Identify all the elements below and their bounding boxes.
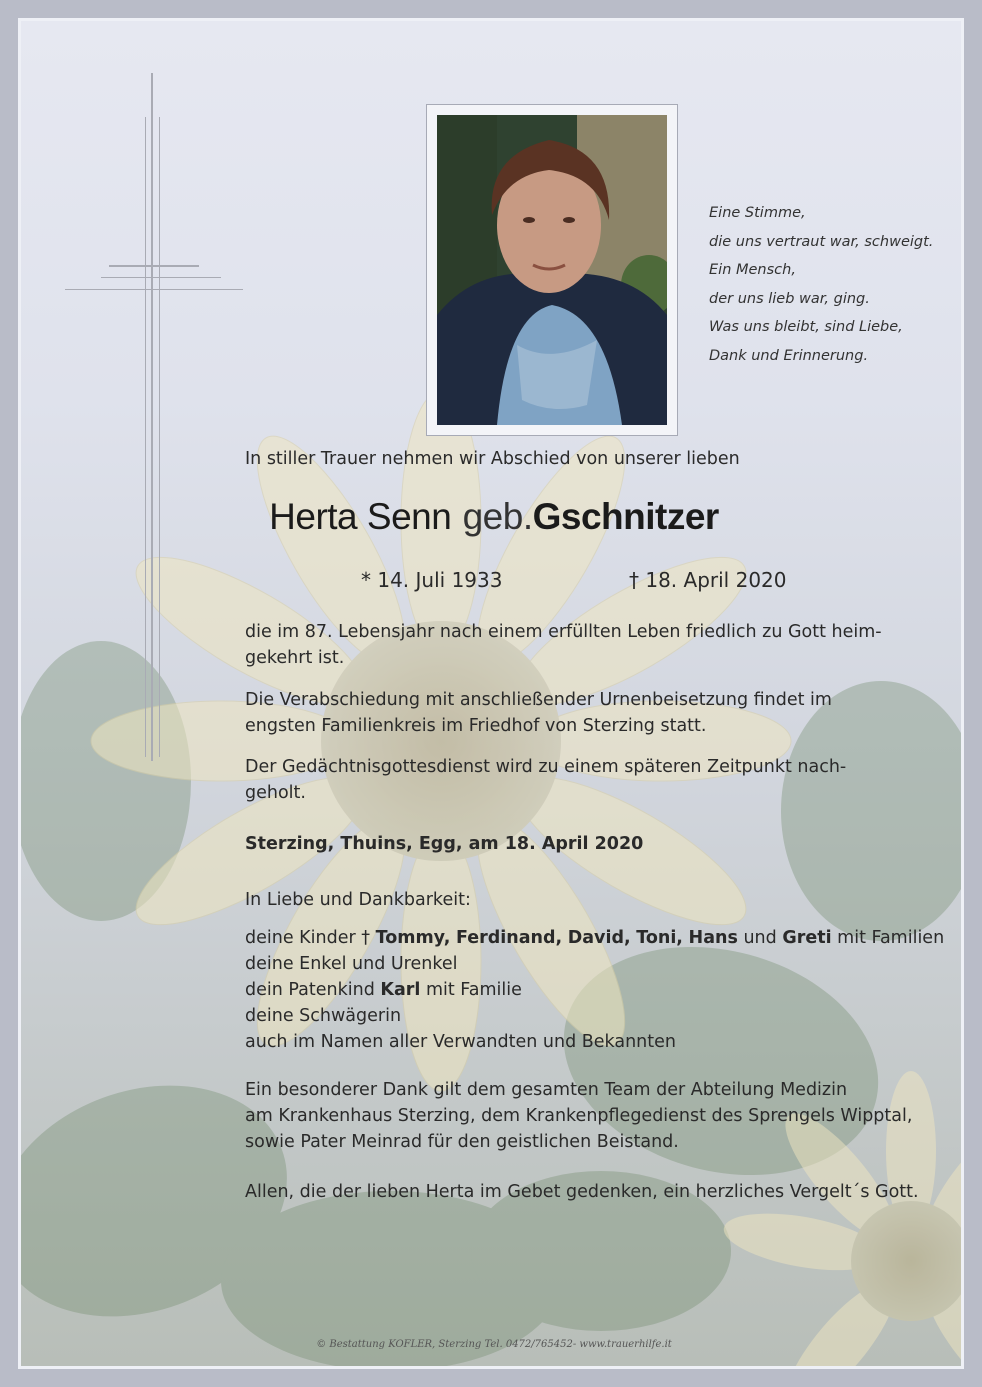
death-symbol: † <box>629 568 639 592</box>
portrait-photo <box>437 115 667 425</box>
death-value: 18. April 2020 <box>645 568 787 592</box>
relatives: auch im Namen aller Verwandten und Bekannten <box>245 1032 676 1052</box>
child-name: Toni, <box>636 928 683 948</box>
closing-line: Allen, die der lieben Herta im Gebet gedenken, ein herzliches Vergelt´s Gott. <box>245 1182 919 1202</box>
poem-line: Dank und Erinnerung. <box>709 347 869 364</box>
child-name: Tommy, <box>375 928 451 948</box>
thanks-paragraph <box>245 1077 912 1155</box>
text-line: sowie Pater Meinrad für den geistlichen Beistand. <box>245 1132 679 1152</box>
family-list <box>245 925 944 1055</box>
text-line: geholt. <box>245 783 306 803</box>
maiden-name: Gschnitzer <box>532 496 719 537</box>
place-date: Sterzing, Thuins, Egg, am 18. April 2020 <box>245 834 644 854</box>
child-name: Greti <box>782 928 832 948</box>
birth-date <box>361 568 502 592</box>
text-line: Ein besonderer Dank gilt dem gesamten Team der Abteilung Medizin <box>245 1080 848 1100</box>
deceased-name <box>21 495 964 538</box>
poem-line: Eine Stimme, <box>709 205 806 221</box>
cross-symbol: † <box>361 928 370 948</box>
godchild-prefix: dein Patenkind <box>245 980 375 1000</box>
poem-line: der uns lieb war, ging. <box>709 290 870 307</box>
family-children <box>245 925 944 951</box>
child-name: Ferdinand, <box>455 928 563 948</box>
text-line: gekehrt ist. <box>245 648 345 668</box>
paragraph-2 <box>245 687 832 739</box>
text-line: Die Verabschiedung mit anschließender Urnenbeisetzung findet im <box>245 690 832 710</box>
poem-line: Was uns bleibt, sind Liebe, <box>709 319 903 335</box>
children-prefix: deine Kinder <box>245 928 356 948</box>
poem <box>709 199 933 370</box>
death-date <box>629 568 787 592</box>
conjunction: und <box>743 928 777 948</box>
grandchildren: deine Enkel und Urenkel <box>245 954 458 974</box>
text-line: Der Gedächtnisgottesdienst wird zu einem späteren Zeitpunkt nach- <box>245 757 847 777</box>
footer-credit: © Bestattung KOFLER, Sterzing Tel. 0472/765452- www.trauerhilfe.it <box>316 1339 672 1350</box>
birth-value: 14. Juli 1933 <box>377 568 503 592</box>
love-line: In Liebe und Dankbarkeit: <box>245 890 471 910</box>
godchild <box>245 977 944 1003</box>
child-name: Hans <box>688 928 738 948</box>
text-line: engsten Familienkreis im Friedhof von Sterzing statt. <box>245 716 707 736</box>
poem-line: Ein Mensch, <box>709 262 796 278</box>
paragraph-1 <box>245 619 882 671</box>
portrait-frame <box>426 104 678 436</box>
text-line: die im 87. Lebensjahr nach einem erfüllten Leben friedlich zu Gott heim- <box>245 622 882 642</box>
with-families: mit Familien <box>837 928 945 948</box>
paragraph-3 <box>245 754 846 806</box>
godchild-name: Karl <box>380 980 421 1000</box>
intro-text: In stiller Trauer nehmen wir Abschied von unserer lieben <box>245 449 740 469</box>
obituary-card <box>18 18 964 1369</box>
text-line: am Krankenhaus Sterzing, dem Krankenpflegedienst des Sprengels Wipptal, <box>245 1106 913 1126</box>
birth-symbol: * <box>361 568 371 592</box>
poem-line: die uns vertraut war, schweigt. <box>709 233 934 250</box>
geb-label: geb. <box>462 496 533 537</box>
child-name: David, <box>567 928 631 948</box>
with-family: mit Familie <box>425 980 522 1000</box>
first-name: Herta Senn <box>269 496 452 537</box>
sister-in-law: deine Schwägerin <box>245 1006 402 1026</box>
